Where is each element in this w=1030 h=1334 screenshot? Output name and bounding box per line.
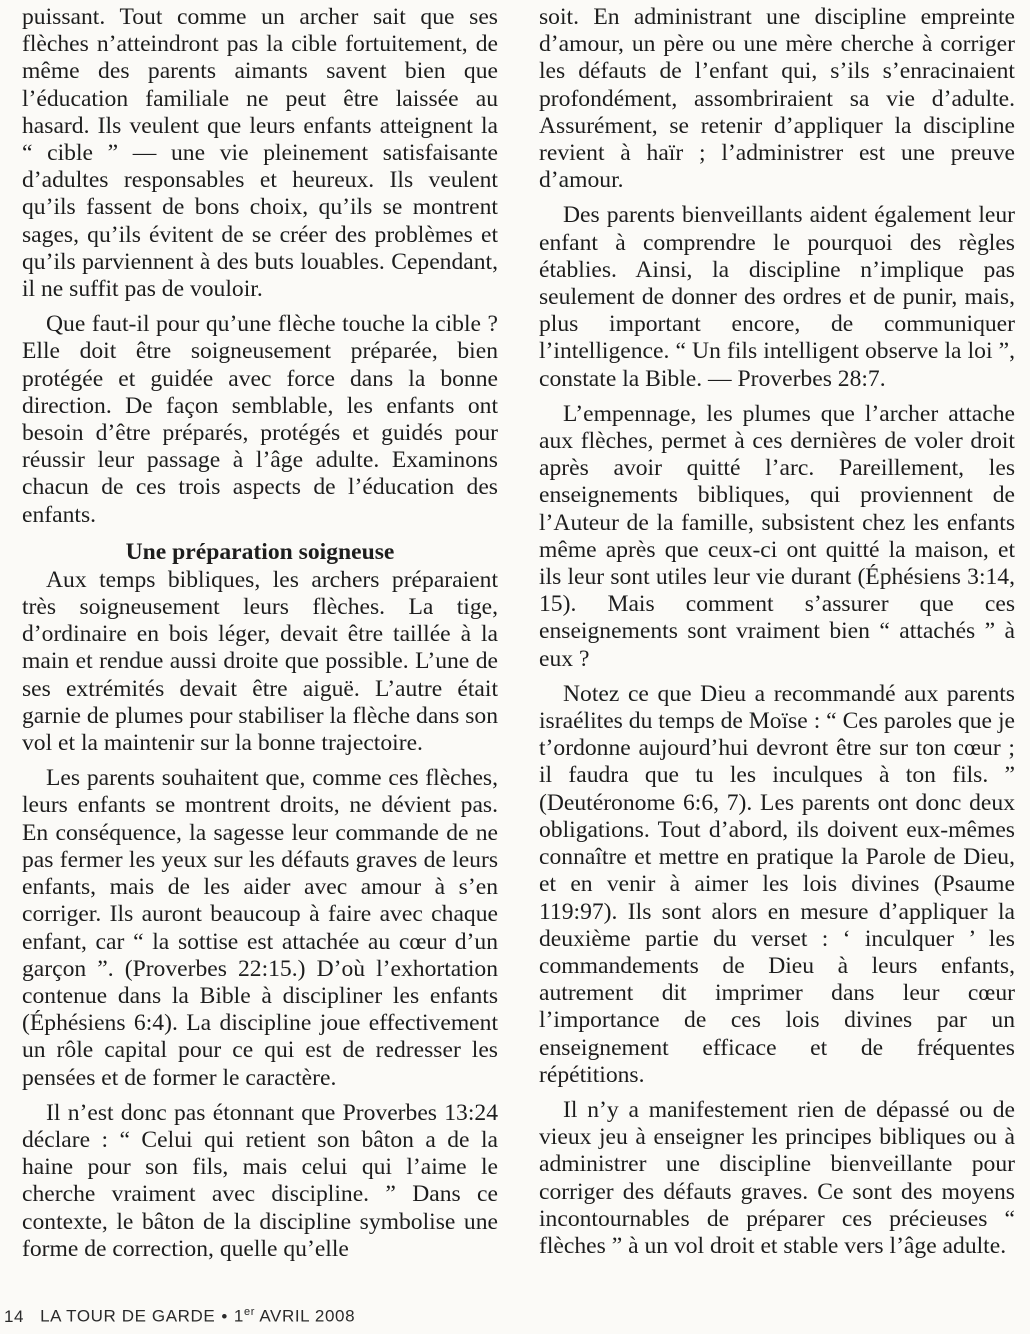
issue-month-year: AVRIL 2008 (259, 1306, 356, 1326)
publication-title: LA TOUR DE GARDE (40, 1306, 216, 1326)
page-footer (4, 1306, 355, 1327)
paragraph: Il n’est donc pas étonnant que Proverbes 13:24 déclare : “ Celui qui retient son bâton a de la haine pour son fils, mais celui qui l’aime le cherche vraiment avec discipline. ” Dans ce contexte, le bâton de la discipline symbolise une forme de correction, quelle qu’elle (22, 1099, 498, 1262)
issue-day: 1 (233, 1306, 244, 1326)
paragraph: L’empennage, les plumes que l’archer attache aux flèches, permet à ces dernières de voler droit après avoir quitté l’arc. Pareillement, les enseignements bibliques, qui proviennent de l’Auteur de la famille, subsistent chez les enfants même après que ceux-ci ont quitté la maison, et ils leur sont utiles leur vie durant (Éphésiens 3:14, 15). Mais comment s’assurer que ces enseignements sont vraiment bien “ attachés ” à eux ? (539, 400, 1015, 672)
section-heading: Une préparation soigneuse (125, 538, 395, 565)
issue-day-suffix: er (243, 1306, 255, 1318)
paragraph: Notez ce que Dieu a recommandé aux parents israélites du temps de Moïse : “ Ces paroles que je t’ordonne aujourd’hui devront être sur ton cœur ; il faudra que tu les inculques à ton fils. ” (Deutéronome 6:6, 7). Les parents ont donc deux obligations. Tout d’abord, ils doivent eux-mêmes connaître et mettre en pratique la Parole de Dieu, et en venir à aimer les lois divines (Psaume 119:97). Ils sont alors en mesure d’appliquer la deuxième partie du verset : ‘ inculquer ’ les commandements de Dieu à leurs enfants, autrement dit imprimer dans leur cœur l’importance de ces lois divines par un enseignement efficace et de fréquentes répétitions. (539, 680, 1015, 1088)
paragraph: Les parents souhaitent que, comme ces flèches, leurs enfants se montrent droits, ne dévient pas. En conséquence, la sagesse leur commande de ne pas fermer les yeux sur les défauts graves de leurs enfants, mais de les aider avec amour à s’en corriger. Ils auront beaucoup à faire avec chaque enfant, car “ la sottise est attachée au cœur d’un garçon ”. (Proverbes 22:15.) D’où l’exhortation contenue dans la Bible à discipliner les enfants (Éphésiens 6:4). La discipline joue effectivement un rôle capital pour ce qui est de redresser les pensées et de former le caractère. (22, 765, 498, 1091)
page-number: 14 (4, 1306, 25, 1326)
paragraph: Il n’y a manifestement rien de dépassé ou de vieux jeu à enseigner les principes bibliques ou à administrer une discipline bienveillante pour corriger des défauts graves. Ce sont des moyens incontournables de préparer ces précieuses “ flèches ” à un vol droit et stable vers l’âge adulte. (539, 1096, 1015, 1259)
paragraph: Des parents bienveillants aident également leur enfant à comprendre le pourquoi des règles établies. Ainsi, la discipline n’implique pas seulement de donner des ordres et de punir, mais, plus important encore, de communiquer l’intelligence. “ Un fils intelligent observe la loi ”, constate la Bible. — Proverbes 28:7. (539, 202, 1015, 392)
paragraph: puissant. Tout comme un archer sait que ses flèches n’atteindront pas la cible fortuitement, de même des parents aimants savent bien que l’éducation familiale ne peut être laissée au hasard. Ils veulent que leurs enfants atteignent la “ cible ” — une vie pleinement satisfaisante d’adultes responsables et heureux. Ils veulent qu’ils fassent de bons choix, qu’ils se montrent sages, qu’ils évitent de se créer des problèmes et qu’ils parviennent à des buts louables. Cependant, il ne suffit pas de vouloir. (22, 4, 498, 303)
right-column (539, 4, 1015, 1268)
left-column (22, 4, 498, 1271)
paragraph: soit. En administrant une discipline empreinte d’amour, un père ou une mère cherche à corriger les défauts de l’enfant qui, s’ils s’enracinaient profondément, assombriraient sa vie d’adulte. Assurément, se retenir d’appliquer la discipline revient à haïr ; l’administrer est une preuve d’amour. (539, 4, 1015, 194)
paragraph: Aux temps bibliques, les archers préparaient très soigneusement leurs flèches. La tige, d’ordinaire en bois léger, devait être taillée à la main et rendue aussi droite que possible. L’une de ses extrémités devait être aiguë. L’autre était garnie de plumes pour stabiliser la flèche dans son vol et la maintenir sur la bonne trajectoire. (22, 566, 498, 757)
bullet-separator: • (221, 1306, 228, 1326)
paragraph: Que faut-il pour qu’une flèche touche la cible ? Elle doit être soigneusement préparée, bien protégée et guidée avec force dans la bonne direction. De façon semblable, les enfants ont besoin d’être préparés, protégés et guidés pour réussir leur passage à l’âge adulte. Examinons chacun de ces trois aspects de l’éducation des enfants. (22, 311, 498, 528)
